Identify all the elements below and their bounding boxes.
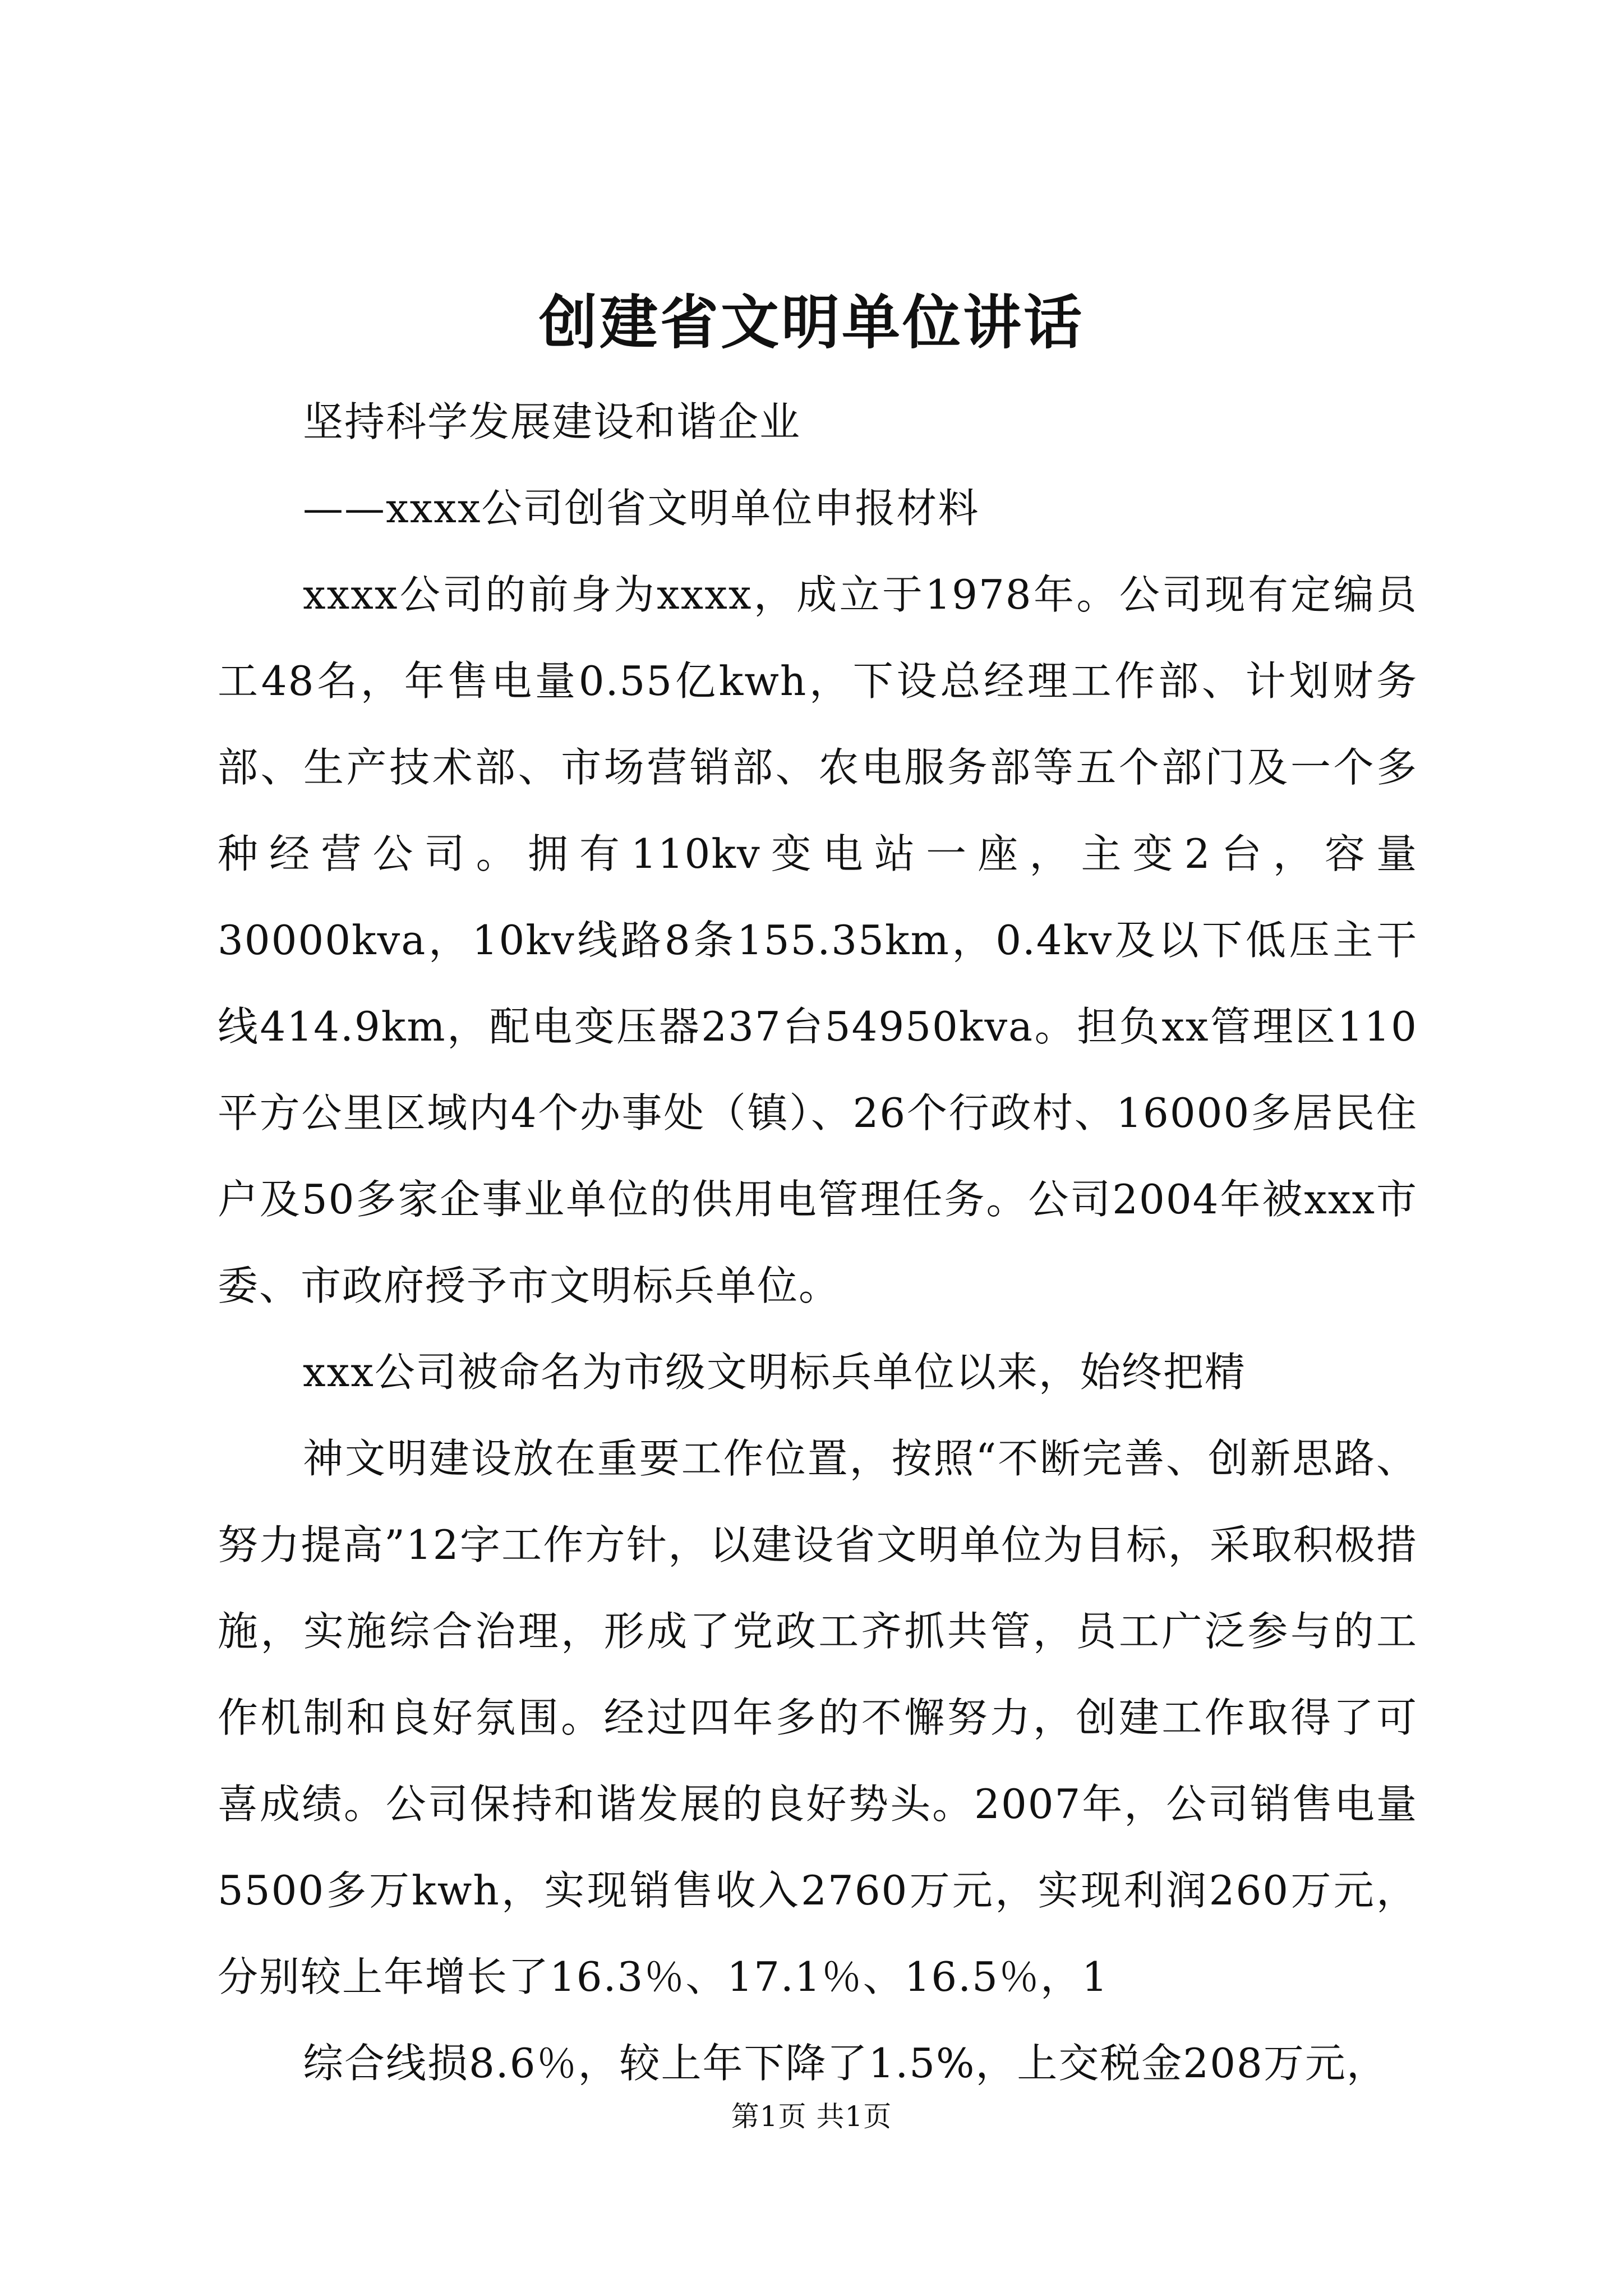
paragraph-subtitle: 坚持科学发展建设和谐企业 [303,398,801,445]
paragraph-achievements: 神文明建设放在重要工作位置，按照“不断完善、创新思路、努力提高”12字工作方针，以建设省文明单位为目标，采取积极措施，实施综合治理，形成了党政工齐抓共管，员工广泛参与的工作机制和良好氛围。经过四年多的不懈努力，创建工作取得了可喜成绩。公司保持和谐发展的良好势头。2007年，公司销售电量5500多万kwh，实现销售收入2760万元，实现利润260万元，分别较上年增长了16.3％、17.1％、16.5％，1 [218,1435,1418,2000]
document-body [218,379,1418,2106]
paragraph-company-overview: xxxx公司的前身为xxxx，成立于1978年。公司现有定编员工48名，年售电量0.55亿kwh，下设总经理工作部、计划财务部、生产技术部、市场营销部、农电服务部等五个部门及一个多种经营公司。拥有110kv变电站一座，主变2台，容量30000kva，10kv线路8条155.35km，0.4kv及以下低压主干线414.9km，配电变压器237台54950kva。担负xx管理区110平方公里区域内4个办事处（镇）、26个行政村、16000多居民住户及50多家企事业单位的供用电管理任务。公司2004年被xxx市委、市政府授予市文明标兵单位。 [218,571,1418,1309]
paragraph-intro-fragment: xxx公司被命名为市级文明标兵单位以来，始终把精 [303,1349,1246,1396]
document-title: 创建省文明单位讲话 [538,288,1084,357]
paragraph-line-loss: 综合线损8.6％，较上年下降了1.5%，上交税金208万元， [303,2040,1388,2087]
paragraph-submission-line: ——xxxx公司创省文明单位申报材料 [303,485,980,532]
page-number-footer: 第1页 共1页 [731,2100,892,2133]
